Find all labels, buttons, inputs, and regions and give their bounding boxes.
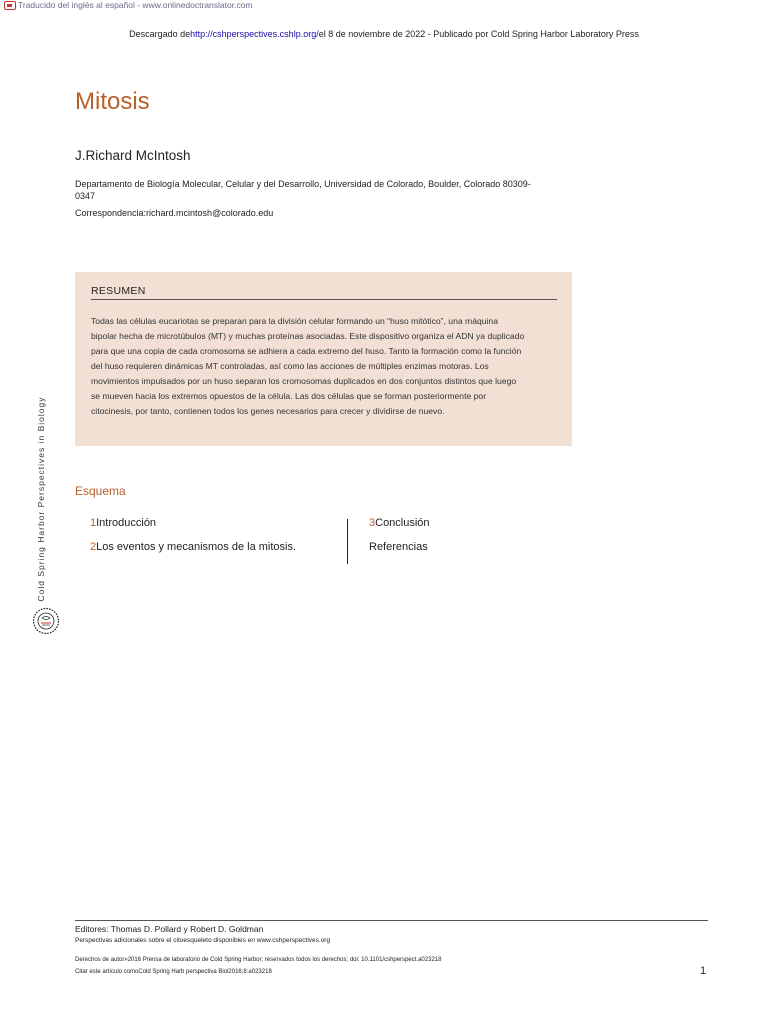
outline-divider (347, 519, 348, 564)
footer-copyright: Derechos de autor»2016 Prensa de laboratorio de Cold Spring Harbor; reservados todos los derechos; doi: 10.1101/cshperspect.a023218 (75, 957, 442, 963)
article-title: Mitosis (75, 88, 150, 115)
download-suffix: el 8 de noviembre de 2022 - Publicado por Cold Spring Harbor Laboratory Press (318, 29, 639, 39)
journal-side-label-text: Cold Spring Harbor Perspectives in Biology (36, 396, 46, 602)
abstract-line: movimientos impulsados por un huso separan los cromosomas duplicados en dos conjuntos distintos que luego (91, 376, 517, 386)
abstract-line: bipolar hecha de microtúbulos (MT) y muchas proteínas asociadas. Este dispositivo organiza el ADN ya duplicado (91, 331, 525, 341)
outline-right-column (369, 515, 430, 563)
abstract-text (91, 314, 561, 419)
download-url-link[interactable]: http://cshperspectives.cshlp.org/ (190, 29, 319, 39)
footer-additional-perspectives: Perspectivas adicionales sobre el citoesqueleto disponibles en www.cshperspectives.org (75, 937, 331, 944)
author-affiliation: Departamento de Biología Molecular, Celular y del Desarrollo, Universidad de Colorado, Boulder, Colorado 80309-0347 (75, 179, 531, 201)
outline-item-number: 1 (90, 517, 97, 529)
journal-side-label (35, 393, 47, 605)
abstract-line: se mueven hacia los extremos opuestos de la célula. Las dos células que se forman posteriormente por (91, 391, 487, 401)
outline-item-referencias[interactable] (369, 539, 430, 563)
outline-heading: Esquema (75, 484, 126, 498)
cshl-seal-logo (32, 607, 60, 635)
outline-item-eventos[interactable] (90, 539, 296, 563)
outline-item-introduccion[interactable] (90, 515, 296, 539)
translate-icon (4, 1, 16, 10)
abstract-line: Todas las células eucariotas se preparan para la división celular formando un “huso mitótico”, una máquina (91, 316, 498, 326)
correspondence: Correspondencia:richard.mcintosh@colorado.edu (75, 208, 274, 218)
outline-left-column (90, 515, 296, 563)
outline-item-label: Introducción (96, 517, 157, 529)
translator-banner-text: Traducido del inglés al español - www.onlinedoctranslator.com (18, 0, 253, 10)
abstract-line: citocinesis, por tanto, contienen todos los genes necesarios para crecer y dividirse de nuevo. (91, 406, 445, 416)
outline-item-label: Referencias (369, 541, 428, 553)
download-notice (0, 29, 768, 39)
outline-item-conclusion[interactable] (369, 515, 430, 539)
article-author: J.Richard McIntosh (75, 148, 191, 163)
outline-item-label: Los eventos y mecanismos de la mitosis. (96, 541, 297, 553)
abstract-heading: RESUMEN (91, 285, 557, 300)
abstract-line: para que una copia de cada cromosoma se adhiera a cada extremo del huso. Tanto la formación como la función (91, 346, 522, 356)
footer-citation: Citar este artículo comoCold Spring Harb perspectiva Biol2016;8:a023218 (75, 969, 272, 975)
outline-item-label: Conclusión (375, 517, 430, 529)
footer-editors: Editores: Thomas D. Pollard y Robert D. Goldman (75, 924, 264, 934)
cshl-seal-icon (32, 607, 60, 635)
download-prefix: Descargado de (129, 29, 191, 39)
outline-item-number: 3 (369, 517, 376, 529)
abstract-box (75, 272, 572, 446)
outline-item-number: 2 (90, 541, 97, 553)
footer-rule (75, 920, 708, 921)
page-number: 1 (700, 965, 707, 977)
abstract-line: del huso requieren dinámicas MT controladas, así como las acciones de múltiples enzimas motoras. Los (91, 361, 489, 371)
translator-banner[interactable] (4, 0, 253, 10)
